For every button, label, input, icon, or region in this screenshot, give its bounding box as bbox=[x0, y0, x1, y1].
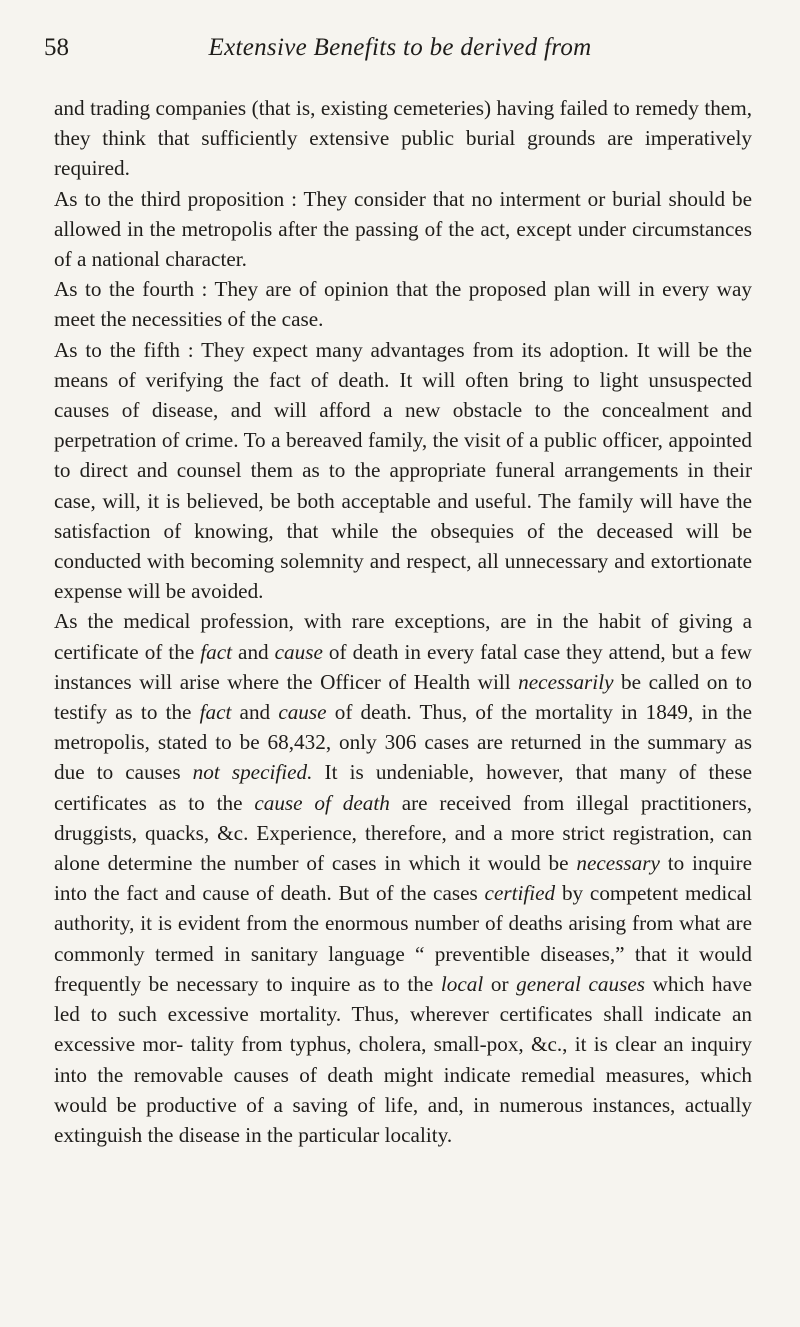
text-run: which have led to such excessive mortality. Thus, wherever certificates shall indicate an excessive mor- tality from typhus, cholera, small-pox, &c., it is clear an inquiry into the removable causes of death might indicate remedial measures, which would be productive of a saving of life, and, in numerous instances, actually extinguish the disease in the particular locality. bbox=[54, 971, 752, 1147]
text-run: be called on to testify as to the bbox=[54, 669, 752, 725]
text-run: are received from illegal practitioners, druggists, quacks, &c. Experience, therefore, and a more strict registration, can alone determine the number of cases in which it would be bbox=[54, 790, 753, 876]
running-title: Extensive Benefits to be derived from bbox=[208, 34, 592, 61]
paragraph bbox=[54, 274, 752, 334]
italic-text: necessarily bbox=[518, 669, 614, 694]
paragraph bbox=[54, 93, 752, 184]
text-run: It is undeniable, however, that many of these certificates as to the bbox=[54, 760, 752, 815]
text-run: and bbox=[232, 639, 275, 664]
italic-text: cause bbox=[274, 639, 323, 664]
italic-text: fact bbox=[200, 639, 233, 664]
page-number: 58 bbox=[44, 34, 69, 61]
italic-text: fact bbox=[199, 700, 232, 725]
text-run: As the medical profession, with rare exceptions, are in the habit of giving a certificate of the bbox=[54, 609, 752, 664]
italic-text: necessary bbox=[576, 851, 660, 876]
italic-text: local bbox=[440, 971, 484, 996]
italic-text: general causes bbox=[516, 971, 645, 996]
text-run: As to the third proposition : They consider that no interment or burial should be allowed in the metropolis after the passing of the act, except under circumstances of a national character. bbox=[54, 186, 752, 272]
text-run: As to the fourth : They are of opinion that the proposed plan will in every way meet the necessities of the case. bbox=[54, 277, 752, 332]
paragraph bbox=[54, 335, 752, 607]
page-header bbox=[0, 34, 800, 74]
text-run: and bbox=[231, 700, 279, 725]
italic-text: cause of death bbox=[254, 790, 390, 815]
text-run: of death. Thus, of the mortality in 1849, in the metropolis, stated to be 68,432, only 306 cases are returned in the summary as due to causes bbox=[54, 700, 752, 785]
text-run: by competent medical authority, it is evident from the enormous number of deaths arising from what are commonly termed in sanitary language “ preventible diseases,” that it would frequently be necessary to inquire as to the bbox=[54, 881, 753, 996]
text-run: As to the fifth : They expect many advantages from its adoption. It will be the means of verifying the fact of death. It will often bring to light unsuspected causes of disease, and will afford a new obstacle to the concealment and perpetration of crime. To a bereaved family, the visit of a public officer, appointed to direct and counsel them as to the appropriate funeral arrangements in their case, will, it is believed, be both acceptable and useful. The family will have the satisfaction of knowing, that while the obsequies of the deceased will be conducted with becoming solemnity and respect, all unnecessary and extortionate expense will be avoided. bbox=[54, 337, 752, 604]
paragraph bbox=[54, 606, 752, 1150]
italic-text: not specified. bbox=[192, 760, 313, 785]
text-run: and trading companies (that is, existing cemeteries) having failed to remedy them, they think that sufficiently extensive public burial grounds are imperatively required. bbox=[54, 96, 752, 181]
paragraph bbox=[54, 184, 752, 275]
text-run: of death in every fatal case they attend, but a few instances will arise where the Officer of Health will bbox=[54, 639, 752, 694]
text-run: or bbox=[483, 971, 517, 996]
text-run: to inquire into the fact and cause of death. But of the cases bbox=[54, 851, 752, 906]
italic-text: cause bbox=[278, 700, 327, 725]
body-text bbox=[54, 93, 752, 1150]
italic-text: certified bbox=[484, 881, 556, 906]
